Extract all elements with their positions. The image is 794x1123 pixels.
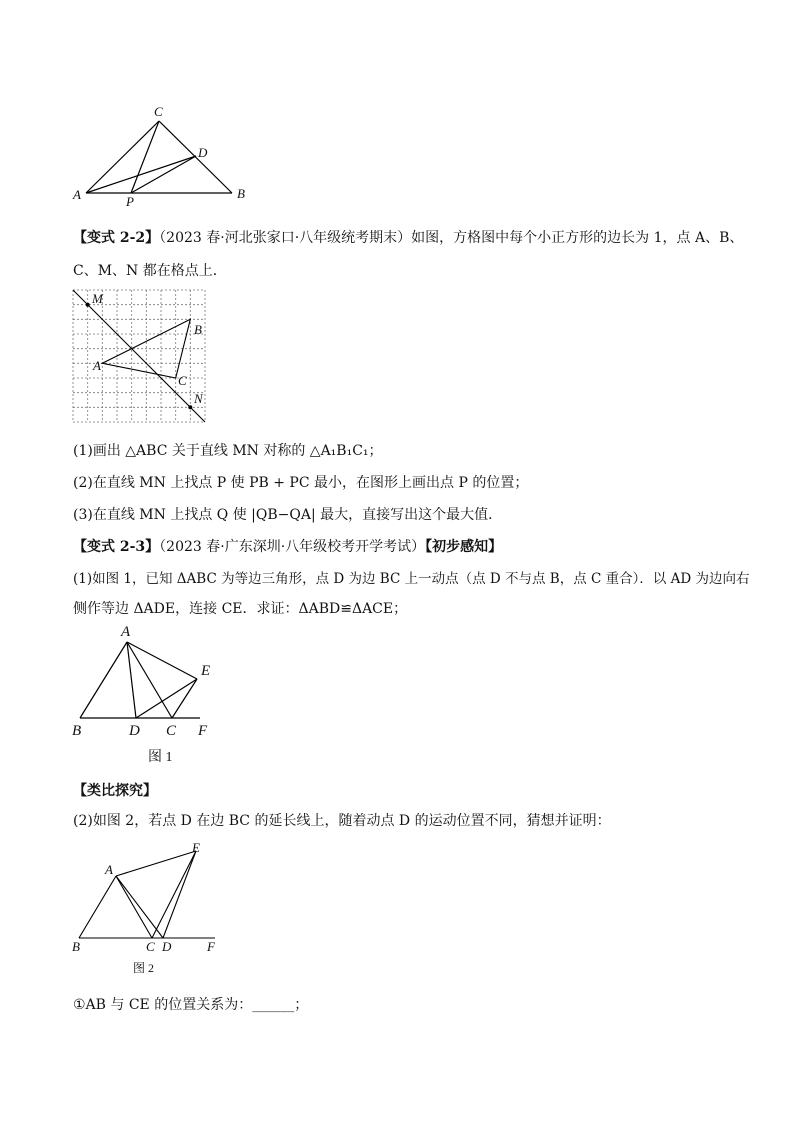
fig2-label-F: F xyxy=(207,939,215,954)
q22-source: （2023 春·河北张家口·八年级统考期末） xyxy=(159,230,412,246)
q23-p1-line1: (1)如图 1，已知 ΔABC 为等边三角形，点 D 为边 BC 上一动点（点 D 不与点 B，点 C 重合）．以 AD 为边向右 xyxy=(73,571,750,587)
q23-section1: 【初步感知】 xyxy=(425,539,503,555)
q22-text1: 如图，方格图中每个小正方形的边长为 1，点 A、B、 xyxy=(411,230,744,246)
fig2-label-E: E xyxy=(192,840,200,855)
fig1-label-B: B xyxy=(72,723,82,739)
fig2-label-C: C xyxy=(146,939,155,954)
label-P: P xyxy=(126,194,134,209)
q23-sub1: ①AB 与 CE 的位置关系为：______； xyxy=(73,997,309,1013)
label-B: B xyxy=(237,186,245,201)
fig2-label-B: B xyxy=(72,939,80,954)
fig1-label-F: F xyxy=(198,723,208,739)
fig2-label-D: D xyxy=(162,939,172,954)
q22-line2: C、M、N 都在格点上． xyxy=(73,263,227,279)
q23-p2-line1: (2)如图 2，若点 D 在边 BC 的延长线上，随着动点 D 的运动位置不同，猜想并证明： xyxy=(73,813,611,829)
grid-label-N: N xyxy=(194,391,203,406)
label-D: D xyxy=(198,145,208,160)
grid-label-M: M xyxy=(92,291,103,306)
grid-label-C: C xyxy=(178,373,187,388)
q22-item3: (3)在直线 MN 上找点 Q 使 |QB−QA| 最大，直接写出这个最大值． xyxy=(73,507,503,523)
fig2-caption: 图 2 xyxy=(133,961,155,975)
fig1-label-E: E xyxy=(201,663,211,679)
q22-item2: (2)在直线 MN 上找点 P 使 PB + PC 最小，在图形上画出点 P 的位置； xyxy=(73,475,529,491)
q23-p1-line2: 侧作等边 ΔADE，连接 CE．求证：ΔABD≌ΔACE； xyxy=(73,601,408,617)
q22-item1: (1)画出 △ABC 关于直线 MN 对称的 △A₁B₁C₁； xyxy=(73,443,383,459)
grid-label-B: B xyxy=(194,322,202,337)
q22-tag: 【变式 2-2】 xyxy=(73,230,160,246)
fig1-label-D: D xyxy=(129,723,140,739)
fig1-label-A: A xyxy=(121,624,131,640)
grid-label-A: A xyxy=(93,358,101,373)
fig1-label-C: C xyxy=(166,723,177,739)
q23-section2: 【类比探究】 xyxy=(73,783,157,799)
fig2-label-A: A xyxy=(105,862,113,877)
fig1-caption: 图 1 xyxy=(148,750,173,765)
label-C: C xyxy=(154,104,163,119)
q23-source: （2023 春·广东深圳·八年级校考开学考试） xyxy=(159,539,426,555)
q23-tag: 【变式 2-3】 xyxy=(73,539,160,555)
label-A: A xyxy=(73,187,81,202)
